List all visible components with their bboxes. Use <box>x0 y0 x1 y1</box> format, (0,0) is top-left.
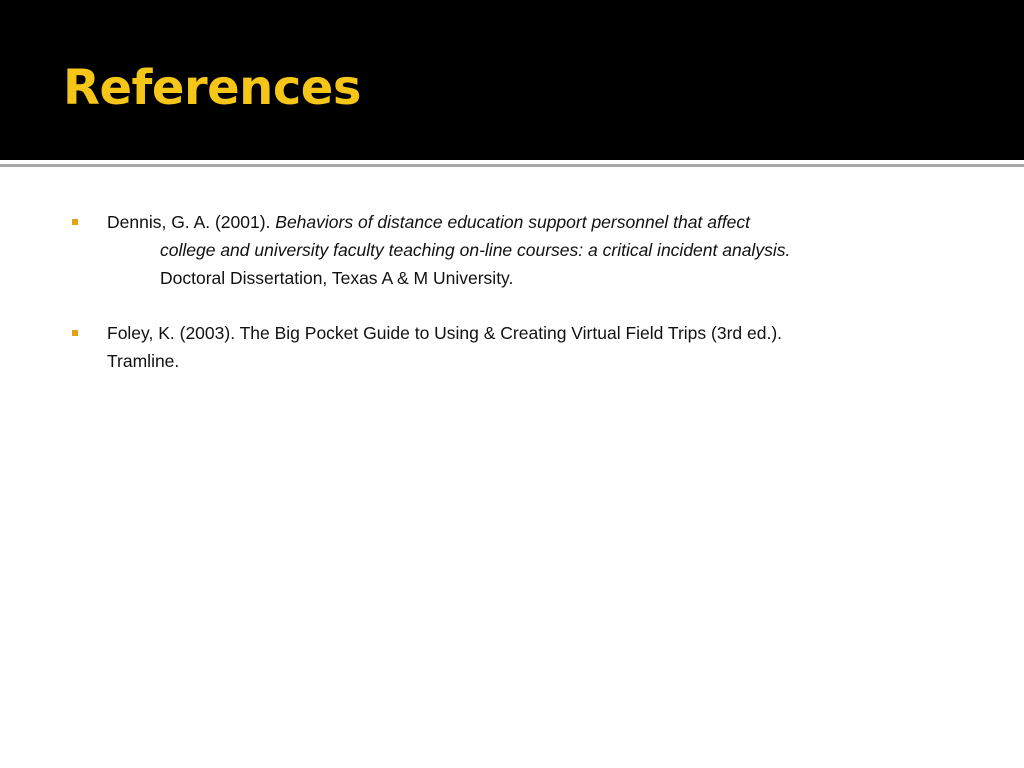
reference-line: Foley, K. (2003). The Big Pocket Guide to Using & Creating Virtual Field Trips (3rd ed.). <box>107 323 783 343</box>
title-bar <box>0 0 1024 160</box>
slide-title: References <box>63 60 361 116</box>
reference-list <box>72 208 952 402</box>
reference-title-continued: college and university faculty teaching on-line courses: a critical incident analysis. <box>160 240 791 260</box>
square-bullet-icon <box>72 219 78 225</box>
reference-author-date: Dennis, G. A. (2001). <box>107 212 276 232</box>
divider-gray <box>0 164 1024 167</box>
reference-title: Behaviors of distance education support personnel that affect <box>275 212 751 232</box>
reference-publisher: Doctoral Dissertation, Texas A & M University. <box>160 268 514 288</box>
reference-line <box>107 208 952 236</box>
reference-item-dennis <box>72 208 952 292</box>
square-bullet-icon <box>72 330 78 336</box>
reference-publisher: Tramline. <box>107 351 180 371</box>
reference-item-foley <box>72 319 952 375</box>
